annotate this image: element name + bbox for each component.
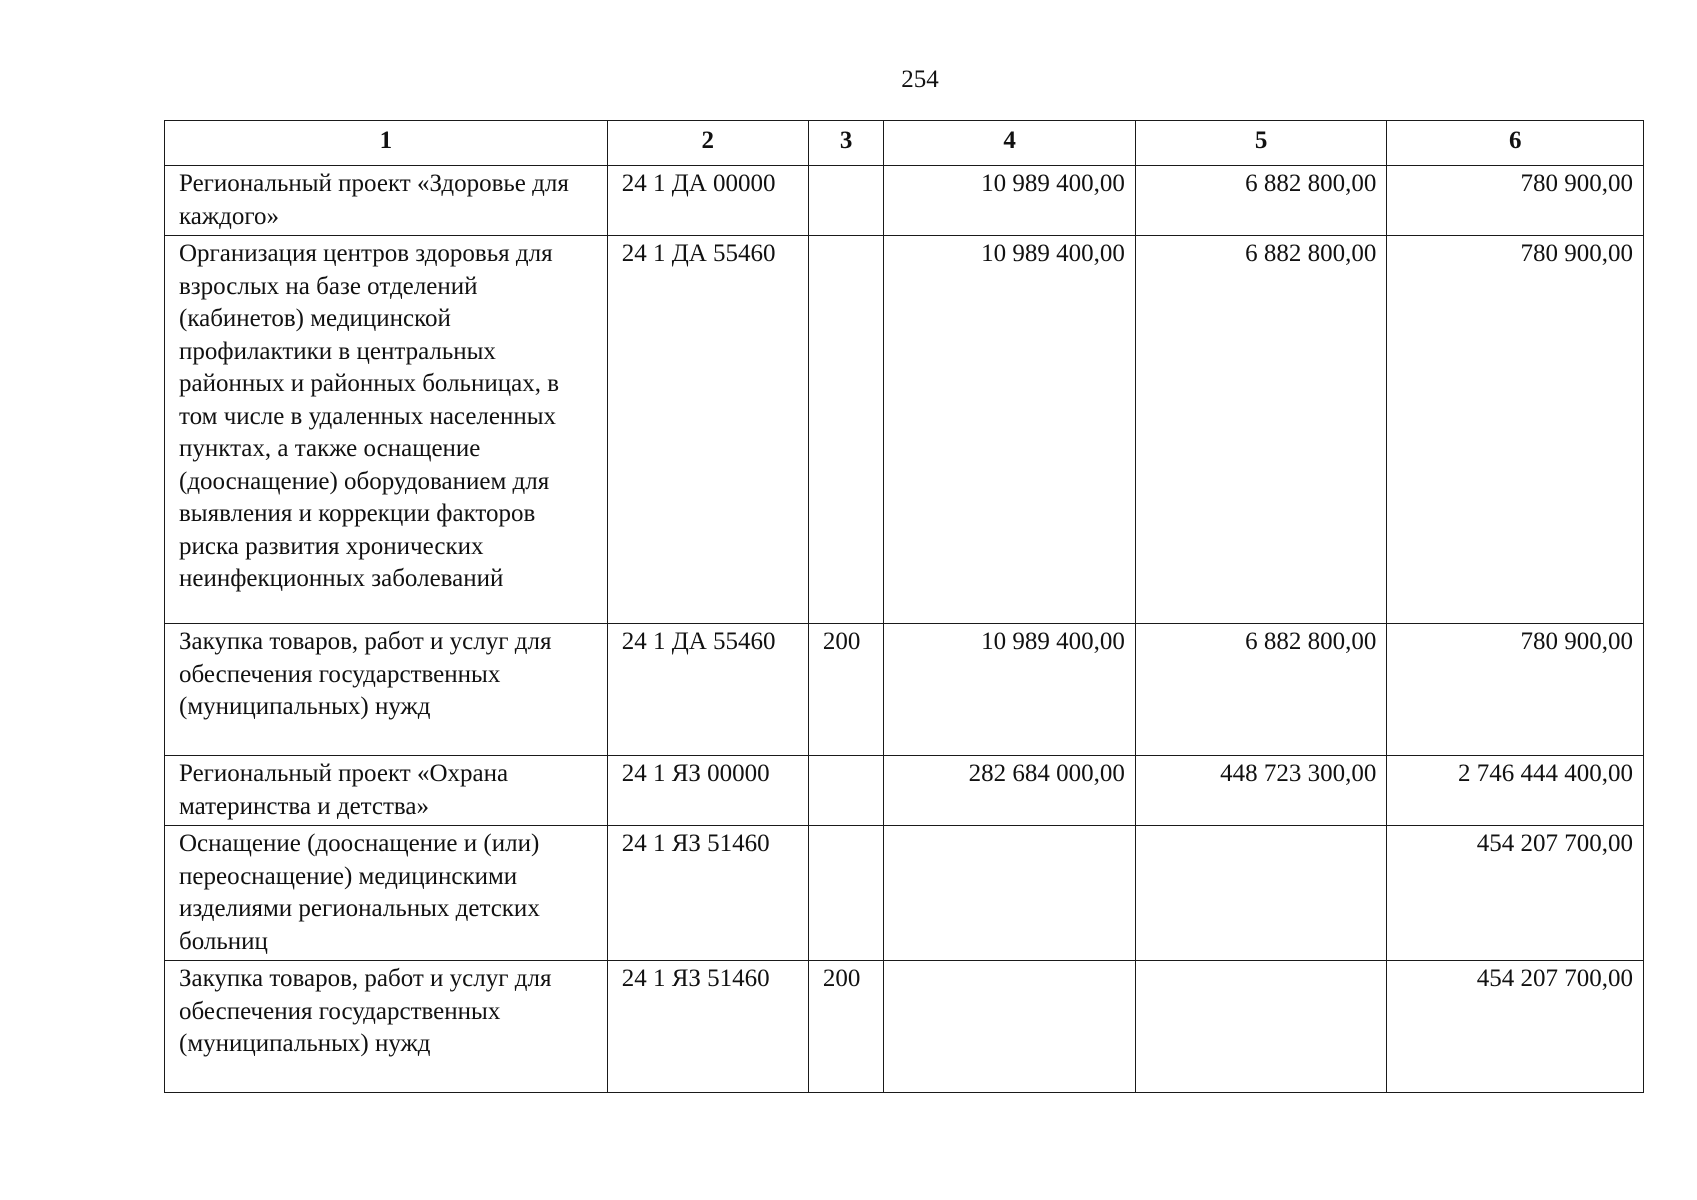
table-row bbox=[165, 624, 1644, 756]
table-row bbox=[165, 236, 1644, 624]
row-value-4-cell: 282 684 000,00 bbox=[884, 756, 1136, 826]
row-value-4-cell: 10 989 400,00 bbox=[884, 236, 1136, 624]
row-value-4-cell: 10 989 400,00 bbox=[884, 624, 1136, 756]
row-kvr-cell: 200 bbox=[808, 624, 883, 756]
row-value-6-cell: 780 900,00 bbox=[1387, 624, 1644, 756]
row-value-6-cell: 2 746 444 400,00 bbox=[1387, 756, 1644, 826]
row-code-cell: 24 1 ЯЗ 00000 bbox=[607, 756, 808, 826]
row-value-5-cell: 6 882 800,00 bbox=[1135, 166, 1387, 236]
row-kvr-cell bbox=[808, 826, 883, 961]
row-value-4-cell bbox=[884, 961, 1136, 1093]
row-value-4-cell bbox=[884, 826, 1136, 961]
row-value-6-cell: 780 900,00 bbox=[1387, 166, 1644, 236]
row-value-5-cell bbox=[1135, 826, 1387, 961]
row-name-cell: Организация центров здоровья для взрослых на базе отделений (кабинетов) медицинской профилактики в центральных районных и районных больницах, в том числе в удаленных населенных пунктах, а также оснащение (дооснащение) оборудованием для выявления и коррекции факторов риска развития хронических неинфекционных заболеваний bbox=[165, 236, 608, 624]
row-value-6-cell: 454 207 700,00 bbox=[1387, 961, 1644, 1093]
table-row bbox=[165, 961, 1644, 1093]
row-value-6-cell: 454 207 700,00 bbox=[1387, 826, 1644, 961]
row-kvr-cell bbox=[808, 756, 883, 826]
page-number: 254 bbox=[901, 66, 939, 93]
row-code-cell: 24 1 ЯЗ 51460 bbox=[607, 961, 808, 1093]
column-header-6: 6 bbox=[1387, 121, 1644, 166]
table-row bbox=[165, 826, 1644, 961]
row-value-5-cell: 448 723 300,00 bbox=[1135, 756, 1387, 826]
row-code-cell: 24 1 ЯЗ 51460 bbox=[607, 826, 808, 961]
column-header-3: 3 bbox=[808, 121, 883, 166]
row-value-5-cell: 6 882 800,00 bbox=[1135, 236, 1387, 624]
column-header-1: 1 bbox=[165, 121, 608, 166]
row-value-4-cell: 10 989 400,00 bbox=[884, 166, 1136, 236]
row-kvr-cell bbox=[808, 166, 883, 236]
table-row bbox=[165, 756, 1644, 826]
row-name-cell: Региональный проект «Охрана материнства и детства» bbox=[165, 756, 608, 826]
row-code-cell: 24 1 ДА 00000 bbox=[607, 166, 808, 236]
table-row bbox=[165, 166, 1644, 236]
row-value-6-cell: 780 900,00 bbox=[1387, 236, 1644, 624]
table-header-row bbox=[165, 121, 1644, 166]
row-value-5-cell: 6 882 800,00 bbox=[1135, 624, 1387, 756]
column-header-4: 4 bbox=[884, 121, 1136, 166]
row-value-5-cell bbox=[1135, 961, 1387, 1093]
row-code-cell: 24 1 ДА 55460 bbox=[607, 624, 808, 756]
row-kvr-cell bbox=[808, 236, 883, 624]
row-name-cell: Закупка товаров, работ и услуг для обеспечения государственных (муниципальных) нужд bbox=[165, 624, 608, 756]
row-name-cell: Региональный проект «Здоровье для каждого» bbox=[165, 166, 608, 236]
row-name-cell: Оснащение (дооснащение и (или) переоснащение) медицинскими изделиями региональных детских больниц bbox=[165, 826, 608, 961]
row-code-cell: 24 1 ДА 55460 bbox=[607, 236, 808, 624]
row-kvr-cell: 200 bbox=[808, 961, 883, 1093]
row-name-cell: Закупка товаров, работ и услуг для обеспечения государственных (муниципальных) нужд bbox=[165, 961, 608, 1093]
column-header-2: 2 bbox=[607, 121, 808, 166]
column-header-5: 5 bbox=[1135, 121, 1387, 166]
budget-table bbox=[164, 120, 1644, 1093]
